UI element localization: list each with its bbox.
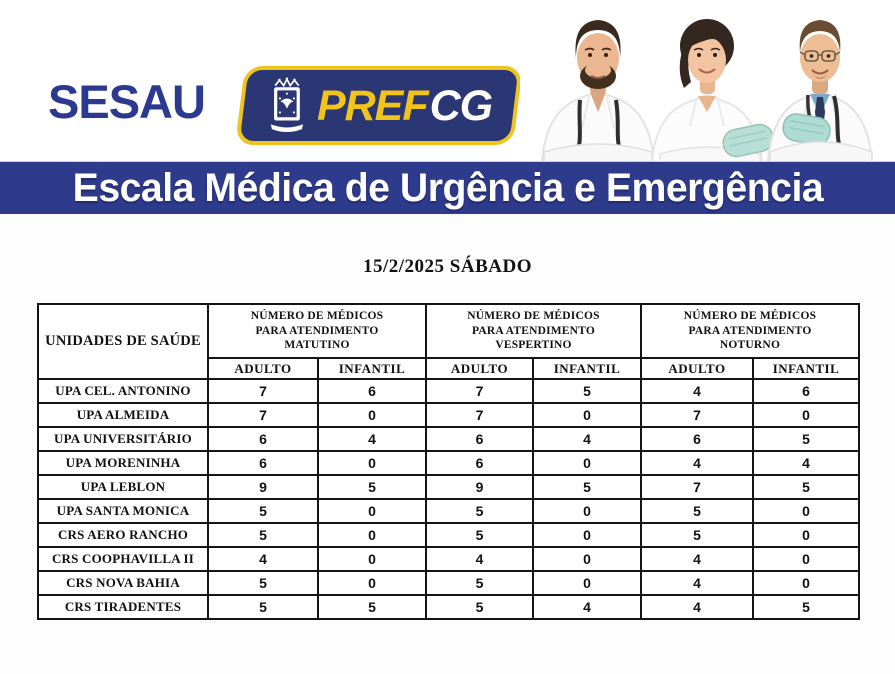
sesau-logo: SESAU: [48, 75, 205, 128]
count-cell: 5: [753, 595, 859, 619]
count-cell: 0: [533, 523, 641, 547]
count-cell: 7: [426, 379, 533, 403]
unit-name-cell: CRS TIRADENTES: [38, 595, 208, 619]
count-cell: 5: [208, 499, 318, 523]
subheader-adulto: ADULTO: [641, 358, 753, 379]
count-cell: 4: [753, 451, 859, 475]
count-cell: 9: [208, 475, 318, 499]
group-header-line: PARA ATENDIMENTO: [471, 324, 595, 337]
unit-name-cell: CRS AERO RANCHO: [38, 523, 208, 547]
schedule-table: [37, 303, 860, 620]
count-cell: 9: [426, 475, 533, 499]
prefcg-badge: [235, 66, 523, 145]
table-row: [38, 403, 859, 427]
group-header-line: PARA ATENDIMENTO: [255, 324, 379, 337]
count-cell: 4: [641, 571, 753, 595]
count-cell: 6: [318, 379, 426, 403]
table-row: [38, 451, 859, 475]
table-row: [38, 523, 859, 547]
unit-name-cell: UPA CEL. ANTONINO: [38, 379, 208, 403]
count-cell: 0: [533, 571, 641, 595]
count-cell: 0: [753, 571, 859, 595]
pref-logo-text: PREF: [317, 81, 429, 129]
unit-name-cell: CRS COOPHAVILLA II: [38, 547, 208, 571]
group-header-line: NÚMERO DE MÉDICOS: [683, 309, 817, 322]
count-cell: 5: [318, 595, 426, 619]
count-cell: 4: [208, 547, 318, 571]
count-cell: 0: [318, 403, 426, 427]
unit-name-cell: UPA UNIVERSITÁRIO: [38, 427, 208, 451]
count-cell: 4: [641, 547, 753, 571]
date-title: 15/2/2025 SÁBADO: [363, 256, 532, 277]
table-row: [38, 379, 859, 403]
period-group-header-matutino: [208, 304, 426, 358]
unit-name-cell: UPA SANTA MONICA: [38, 499, 208, 523]
subheader-infantil: INFANTIL: [533, 358, 641, 379]
group-header-line: NÚMERO DE MÉDICOS: [250, 309, 384, 322]
count-cell: 6: [641, 427, 753, 451]
table-row: [38, 547, 859, 571]
unit-name-cell: UPA ALMEIDA: [38, 403, 208, 427]
count-cell: 0: [753, 523, 859, 547]
period-group-header-noturno: [641, 304, 859, 358]
group-header-row: [38, 304, 859, 358]
count-cell: 7: [641, 403, 753, 427]
banner-title: Escala Médica de Urgência e Emergência: [72, 165, 823, 210]
count-cell: 0: [753, 499, 859, 523]
group-header-line: MATUTINO: [284, 339, 350, 352]
table-wrap: [37, 303, 858, 620]
count-cell: 0: [318, 571, 426, 595]
count-cell: 0: [533, 499, 641, 523]
group-header-line: NOTURNO: [719, 339, 781, 352]
count-cell: 5: [426, 571, 533, 595]
subheader-adulto: ADULTO: [426, 358, 533, 379]
count-cell: 4: [318, 427, 426, 451]
subheader-adulto: ADULTO: [208, 358, 318, 379]
count-cell: 5: [426, 595, 533, 619]
table-row: [38, 475, 859, 499]
table-row: [38, 427, 859, 451]
period-group-header-vespertino: [426, 304, 641, 358]
count-cell: 6: [208, 451, 318, 475]
count-cell: 6: [426, 451, 533, 475]
prefcg-badge-inner: [265, 77, 492, 135]
title-banner: [0, 161, 895, 214]
medical-team-photo: [520, 0, 895, 162]
count-cell: 4: [533, 427, 641, 451]
count-cell: 5: [426, 499, 533, 523]
count-cell: 0: [753, 403, 859, 427]
count-cell: 0: [533, 403, 641, 427]
count-cell: 4: [533, 595, 641, 619]
count-cell: 5: [208, 595, 318, 619]
count-cell: 5: [641, 523, 753, 547]
header-bar: [0, 0, 895, 162]
subheader-infantil: INFANTIL: [318, 358, 426, 379]
count-cell: 5: [208, 571, 318, 595]
count-cell: 5: [426, 523, 533, 547]
campo-grande-crest-icon: [265, 77, 309, 135]
schedule-table-body: [38, 379, 859, 619]
count-cell: 5: [533, 379, 641, 403]
cg-logo-text: CG: [430, 81, 493, 129]
count-cell: 0: [318, 451, 426, 475]
count-cell: 0: [318, 523, 426, 547]
count-cell: 5: [641, 499, 753, 523]
unit-name-cell: UPA MORENINHA: [38, 451, 208, 475]
count-cell: 0: [318, 547, 426, 571]
count-cell: 4: [641, 379, 753, 403]
group-header-line: VESPERTINO: [495, 339, 572, 352]
unit-name-cell: CRS NOVA BAHIA: [38, 571, 208, 595]
count-cell: 5: [753, 475, 859, 499]
count-cell: 5: [533, 475, 641, 499]
count-cell: 0: [318, 499, 426, 523]
unit-column-header: UNIDADES DE SAÚDE: [38, 304, 208, 379]
count-cell: 6: [426, 427, 533, 451]
count-cell: 4: [641, 451, 753, 475]
count-cell: 7: [208, 379, 318, 403]
group-header-line: PARA ATENDIMENTO: [688, 324, 812, 337]
count-cell: 4: [426, 547, 533, 571]
table-row: [38, 499, 859, 523]
table-row: [38, 595, 859, 619]
count-cell: 6: [753, 379, 859, 403]
count-cell: 5: [318, 475, 426, 499]
count-cell: 0: [533, 451, 641, 475]
count-cell: 0: [533, 547, 641, 571]
count-cell: 4: [641, 595, 753, 619]
group-header-line: NÚMERO DE MÉDICOS: [467, 309, 600, 322]
count-cell: 7: [426, 403, 533, 427]
unit-name-cell: UPA LEBLON: [38, 475, 208, 499]
count-cell: 5: [753, 427, 859, 451]
count-cell: 7: [208, 403, 318, 427]
table-row: [38, 571, 859, 595]
count-cell: 6: [208, 427, 318, 451]
count-cell: 5: [208, 523, 318, 547]
subheader-infantil: INFANTIL: [753, 358, 859, 379]
count-cell: 7: [641, 475, 753, 499]
count-cell: 0: [753, 547, 859, 571]
